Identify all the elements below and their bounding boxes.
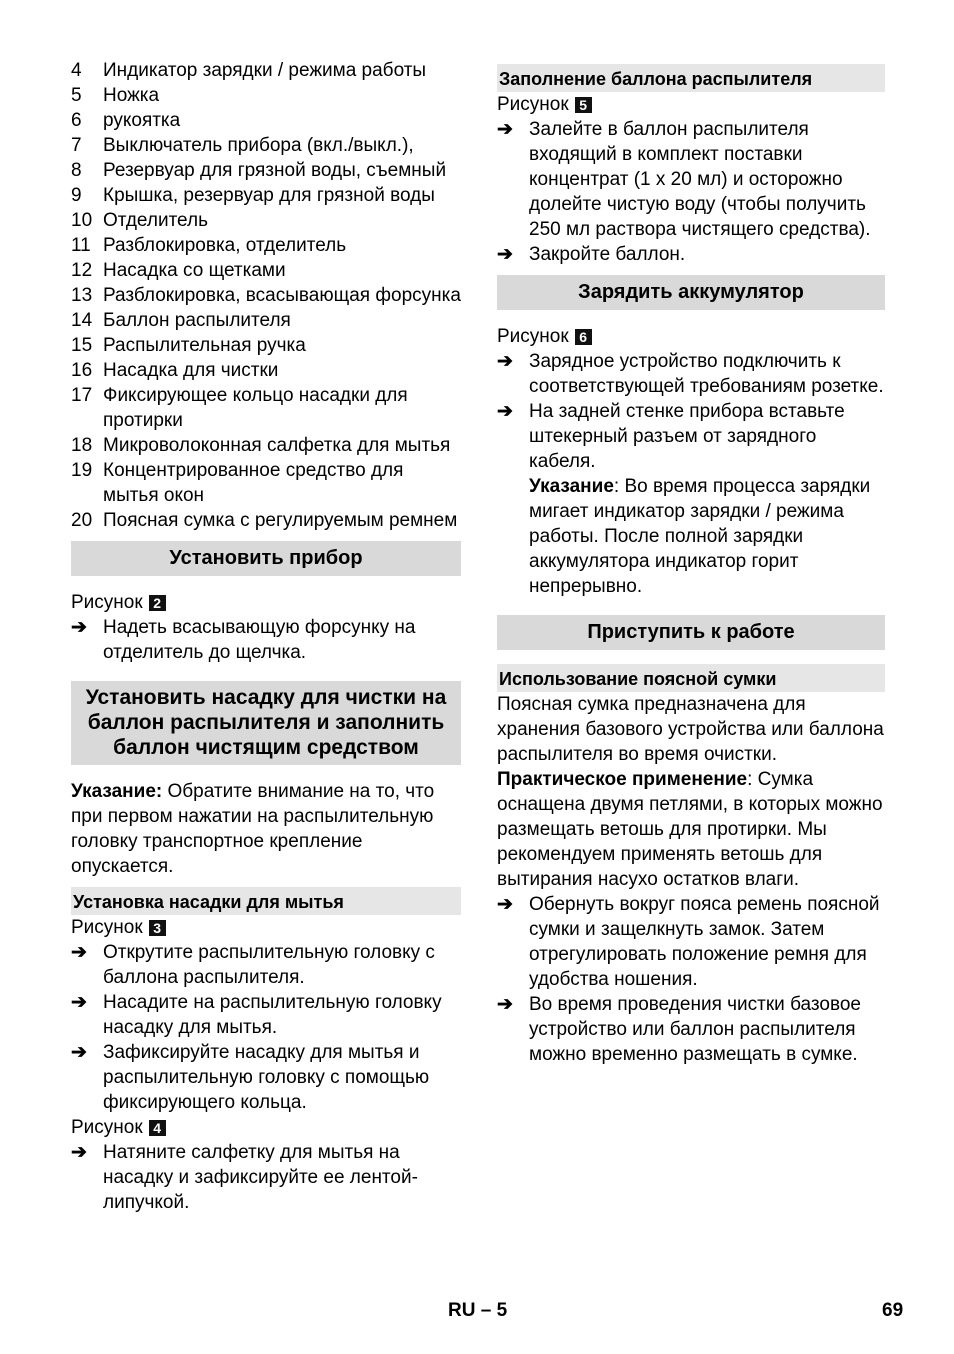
parts-list-number: 10 bbox=[71, 210, 93, 231]
parts-list-item bbox=[71, 158, 461, 183]
heading-fill-bottle: Заполнение баллона распылителя bbox=[497, 64, 885, 92]
parts-list-text: Концентрированное средство для мытья окон bbox=[103, 460, 404, 506]
install-steps bbox=[71, 615, 461, 665]
parts-list-text: Насадка для чистки bbox=[103, 360, 279, 381]
parts-list-item bbox=[71, 283, 461, 308]
step-text: Открутите распылительную головку с баллона распылителя. bbox=[103, 942, 435, 988]
heading-start-work: Приступить к работе bbox=[497, 615, 885, 650]
parts-list-text: Фиксирующее кольцо насадки для протирки bbox=[103, 385, 408, 431]
belt-steps bbox=[497, 892, 885, 1067]
arrow-right-icon: ➔ bbox=[497, 244, 513, 265]
step-text: Залейте в баллон распылителя входящий в комплект поставки концентрат (1 х 20 мл) и осторожно долейте чистую воду (чтобы получить 250 мл раствора чистящего средства). bbox=[529, 119, 871, 240]
parts-list-text: Разблокировка, отделитель bbox=[103, 235, 347, 256]
parts-list-text: Резервуар для грязной воды, съемный bbox=[103, 160, 447, 181]
note-paragraph: Указание: Обратите внимание на то, что при первом нажатии на распылительную головку транспортное крепление опускается. bbox=[71, 781, 435, 877]
heading-charge-battery: Зарядить аккумулятор bbox=[497, 275, 885, 310]
right-column bbox=[497, 58, 885, 1067]
fill-steps bbox=[497, 117, 885, 267]
parts-list-item bbox=[71, 258, 461, 283]
parts-list-item bbox=[71, 108, 461, 133]
arrow-right-icon: ➔ bbox=[71, 617, 87, 638]
step-text: Закройте баллон. bbox=[529, 244, 686, 265]
parts-list-item bbox=[71, 508, 461, 533]
left-column bbox=[71, 58, 461, 1215]
arrow-right-icon: ➔ bbox=[71, 1042, 87, 1063]
parts-list-text: рукоятка bbox=[103, 110, 181, 131]
parts-list-text: Поясная сумка с регулируемым ремнем bbox=[103, 510, 458, 531]
parts-list-number: 13 bbox=[71, 285, 93, 306]
parts-list-item bbox=[71, 358, 461, 383]
charge-note: Указание: Во время процесса зарядки мигает индикатор зарядки / режима работы. После полной зарядки аккумулятора индикатор горит непрерывно. bbox=[529, 476, 871, 597]
arrow-right-icon: ➔ bbox=[71, 1142, 87, 1163]
step-text: Обернуть вокруг пояса ремень поясной сумки и защелкнуть замок. Затем отрегулировать положение ремня для удобства ношения. bbox=[529, 894, 880, 990]
parts-list-text: Ножка bbox=[103, 85, 160, 106]
heading-install-nozzle: Установить насадку для чистки на баллон распылителя и заполнить баллон чистящим средством bbox=[71, 681, 461, 765]
arrow-right-icon: ➔ bbox=[497, 119, 513, 140]
parts-list-item bbox=[71, 58, 461, 83]
step-text: На задней стенке прибора вставьте штекерный разъем от зарядного кабеля. bbox=[529, 401, 845, 472]
figure-ref-3: Рисунок 3 bbox=[71, 915, 461, 940]
step-item bbox=[71, 990, 461, 1040]
wash-cloth-steps bbox=[71, 1140, 461, 1215]
figure-number-badge: 4 bbox=[149, 1120, 166, 1136]
figure-ref-6: Рисунок 6 bbox=[497, 324, 885, 349]
parts-list-text: Индикатор зарядки / режима работы bbox=[103, 60, 427, 81]
parts-list-number: 15 bbox=[71, 335, 93, 356]
figure-number-badge: 2 bbox=[149, 595, 166, 611]
parts-list-number: 16 bbox=[71, 360, 93, 381]
parts-list-number: 11 bbox=[71, 235, 91, 256]
step-text: Натяните салфетку для мытья на насадку и зафиксируйте ее лентой-липучкой. bbox=[103, 1142, 418, 1213]
parts-list-text: Микроволоконная салфетка для мытья bbox=[103, 435, 451, 456]
step-item bbox=[71, 1040, 461, 1115]
step-item bbox=[497, 242, 885, 267]
arrow-right-icon: ➔ bbox=[71, 992, 87, 1013]
step-text: Зафиксируйте насадку для мытья и распылительную головку с помощью фиксирующего кольца. bbox=[103, 1042, 430, 1113]
parts-list-number: 6 bbox=[71, 110, 82, 131]
parts-list-number: 14 bbox=[71, 310, 93, 331]
parts-list-text: Выключатель прибора (вкл./выкл.), bbox=[103, 135, 414, 156]
parts-list-item bbox=[71, 383, 461, 433]
step-text: Зарядное устройство подключить к соответствующей требованиям розетке. bbox=[529, 351, 884, 397]
figure-ref-2: Рисунок 2 bbox=[71, 590, 461, 615]
heading-belt-bag: Использование поясной сумки bbox=[497, 664, 885, 692]
step-text: Насадите на распылительную головку насадку для мытья. bbox=[103, 992, 442, 1038]
arrow-right-icon: ➔ bbox=[71, 942, 87, 963]
belt-practical: Практическое применение: Сумка оснащена двумя петлями, в которых можно размещать ветошь для протирки. Мы рекомендуем применять ветошь для вытирания насухо остатков влаги. bbox=[497, 769, 883, 890]
wash-nozzle-steps bbox=[71, 940, 461, 1115]
parts-list-item bbox=[71, 458, 461, 508]
parts-list-item bbox=[71, 83, 461, 108]
parts-list-number: 12 bbox=[71, 260, 93, 281]
step-item bbox=[497, 399, 885, 474]
parts-list-text: Распылительная ручка bbox=[103, 335, 306, 356]
parts-list-number: 18 bbox=[71, 435, 93, 456]
parts-list-number: 8 bbox=[71, 160, 82, 181]
parts-list-item bbox=[71, 308, 461, 333]
arrow-right-icon: ➔ bbox=[497, 351, 513, 372]
footer-section-label: RU – 5 bbox=[448, 1300, 508, 1321]
parts-list-item bbox=[71, 233, 461, 258]
step-text: Надеть всасывающую форсунку на отделитель до щелчка. bbox=[103, 617, 416, 663]
parts-list-number: 9 bbox=[71, 185, 82, 206]
figure-number-badge: 3 bbox=[149, 920, 166, 936]
heading-wash-nozzle: Установка насадки для мытья bbox=[71, 887, 461, 915]
arrow-right-icon: ➔ bbox=[497, 401, 513, 422]
figure-ref-5: Рисунок 5 bbox=[497, 92, 885, 117]
parts-list bbox=[71, 58, 461, 533]
step-item bbox=[71, 940, 461, 990]
belt-intro: Поясная сумка предназначена для хранения базового устройства или баллона распылителя во время очистки. bbox=[497, 694, 884, 765]
parts-list-text: Насадка со щетками bbox=[103, 260, 286, 281]
charge-steps bbox=[497, 349, 885, 474]
step-item bbox=[71, 615, 461, 665]
parts-list-text: Баллон распылителя bbox=[103, 310, 291, 331]
arrow-right-icon: ➔ bbox=[497, 994, 513, 1015]
footer-page-number: 69 bbox=[882, 1300, 904, 1321]
parts-list-number: 19 bbox=[71, 460, 93, 481]
figure-number-badge: 6 bbox=[575, 329, 592, 345]
parts-list-item bbox=[71, 433, 461, 458]
parts-list-item bbox=[71, 183, 461, 208]
parts-list-item bbox=[71, 208, 461, 233]
parts-list-item bbox=[71, 333, 461, 358]
step-item bbox=[71, 1140, 461, 1215]
figure-number-badge: 5 bbox=[575, 97, 592, 113]
parts-list-text: Крышка, резервуар для грязной воды bbox=[103, 185, 435, 206]
step-item bbox=[497, 117, 885, 242]
parts-list-number: 5 bbox=[71, 85, 82, 106]
step-item bbox=[497, 992, 885, 1067]
arrow-right-icon: ➔ bbox=[497, 894, 513, 915]
step-item bbox=[497, 349, 885, 399]
parts-list-text: Отделитель bbox=[103, 210, 208, 231]
step-text: Во время проведения чистки базовое устройство или баллон распылителя можно временно размещать в сумке. bbox=[529, 994, 861, 1065]
parts-list-item bbox=[71, 133, 461, 158]
parts-list-number: 7 bbox=[71, 135, 82, 156]
parts-list-number: 17 bbox=[71, 385, 93, 406]
parts-list-number: 20 bbox=[71, 510, 93, 531]
parts-list-number: 4 bbox=[71, 60, 82, 81]
figure-ref-4: Рисунок 4 bbox=[71, 1115, 461, 1140]
step-item bbox=[497, 892, 885, 992]
heading-install-device: Установить прибор bbox=[71, 541, 461, 576]
parts-list-text: Разблокировка, всасывающая форсунка bbox=[103, 285, 461, 306]
